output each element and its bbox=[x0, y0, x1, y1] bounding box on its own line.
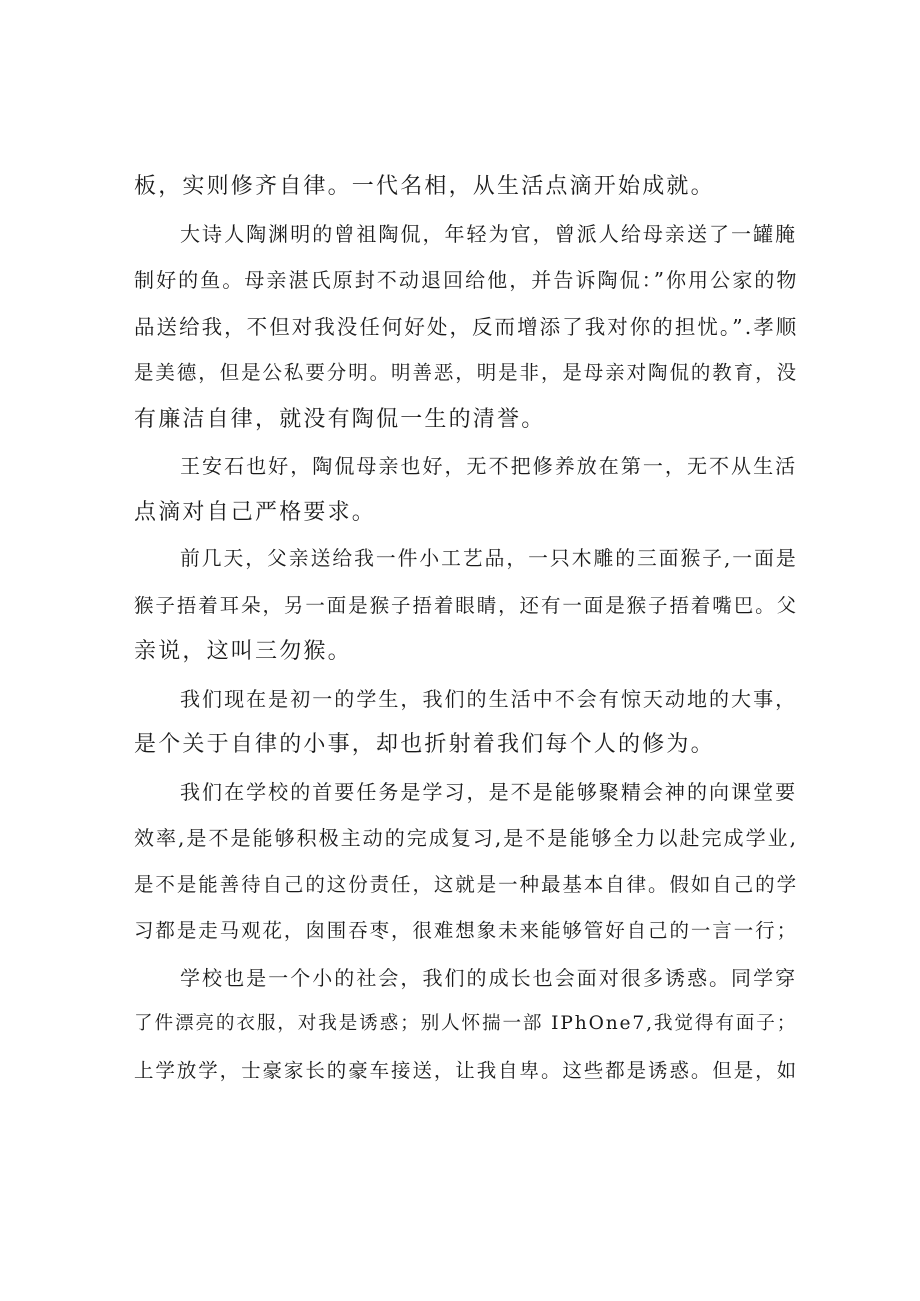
text-line: 点滴对自己严格要求。 bbox=[134, 499, 377, 525]
text-line: 板，实则修齐自律。一代名相，从生活点滴开始成就。 bbox=[134, 174, 715, 199]
text-line: 亲说，这叫三勿猴。 bbox=[134, 639, 352, 664]
text-line: 猴子捂着耳朵，另一面是猴子捂着眼睛，还有一面是猴子捂着嘴巴。父 bbox=[134, 593, 798, 617]
text-line: 制好的鱼。母亲湛氏原封不动退回给他，并告诉陶侃：”你用公家的物 bbox=[134, 268, 798, 292]
text-line: 习都是走马观花，囱围吞枣，很难想象未来能够管好自己的一言一行； bbox=[134, 919, 798, 942]
paragraph-start-line: 我们在学校的首要任务是学习，是不是能够聚精会神的向课堂要 bbox=[180, 779, 798, 804]
document-body bbox=[134, 164, 798, 1094]
paragraph-start-line: 学校也是一个小的社会，我们的成长也会面对很多诱惑。同学穿 bbox=[180, 965, 798, 990]
text-line: 是不是能善待自己的这份责任，这就是一种最基本自律。假如自己的学 bbox=[134, 872, 798, 896]
paragraph-start-line: 我们现在是初一的学生，我们的生活中不会有惊天动地的大事， bbox=[180, 686, 798, 711]
text-line: 有廉洁自律，就没有陶侃一生的清誉。 bbox=[134, 406, 546, 432]
text-line: 是美德，但是公私要分明。明善恶，明是非，是母亲对陶侃的教育，没 bbox=[134, 361, 798, 384]
paragraph-start-line: 王安石也好，陶侃母亲也好，无不把修养放在第一，无不从生活 bbox=[180, 454, 798, 478]
text-line: 品送给我，不但对我没任何好处，反而增添了我对你的担忧。”.孝顺 bbox=[134, 314, 798, 339]
text-line: 上学放学，士豪家长的豪车接送，让我自卑。这些都是诱惑。但是，如 bbox=[134, 1058, 798, 1082]
text-line: 效率,是不是能够积极主动的完成复习,是不是能够全力以赴完成学业, bbox=[134, 826, 798, 850]
paragraph-start-line: 大诗人陶渊明的曾祖陶侃，年轻为官，曾派人给母亲送了一罐腌 bbox=[180, 221, 798, 246]
text-line: 是个关于自律的小事，却也折射着我们每个人的修为。 bbox=[134, 732, 715, 757]
text-line: 了件漂亮的衣服，对我是诱惑；别人怀揣一部 IPhOne7,我觉得有面子； bbox=[134, 1013, 798, 1034]
paragraph-start-line: 前几天，父亲送给我一件小工艺品，一只木雕的三面猴子,一面是 bbox=[180, 547, 798, 570]
